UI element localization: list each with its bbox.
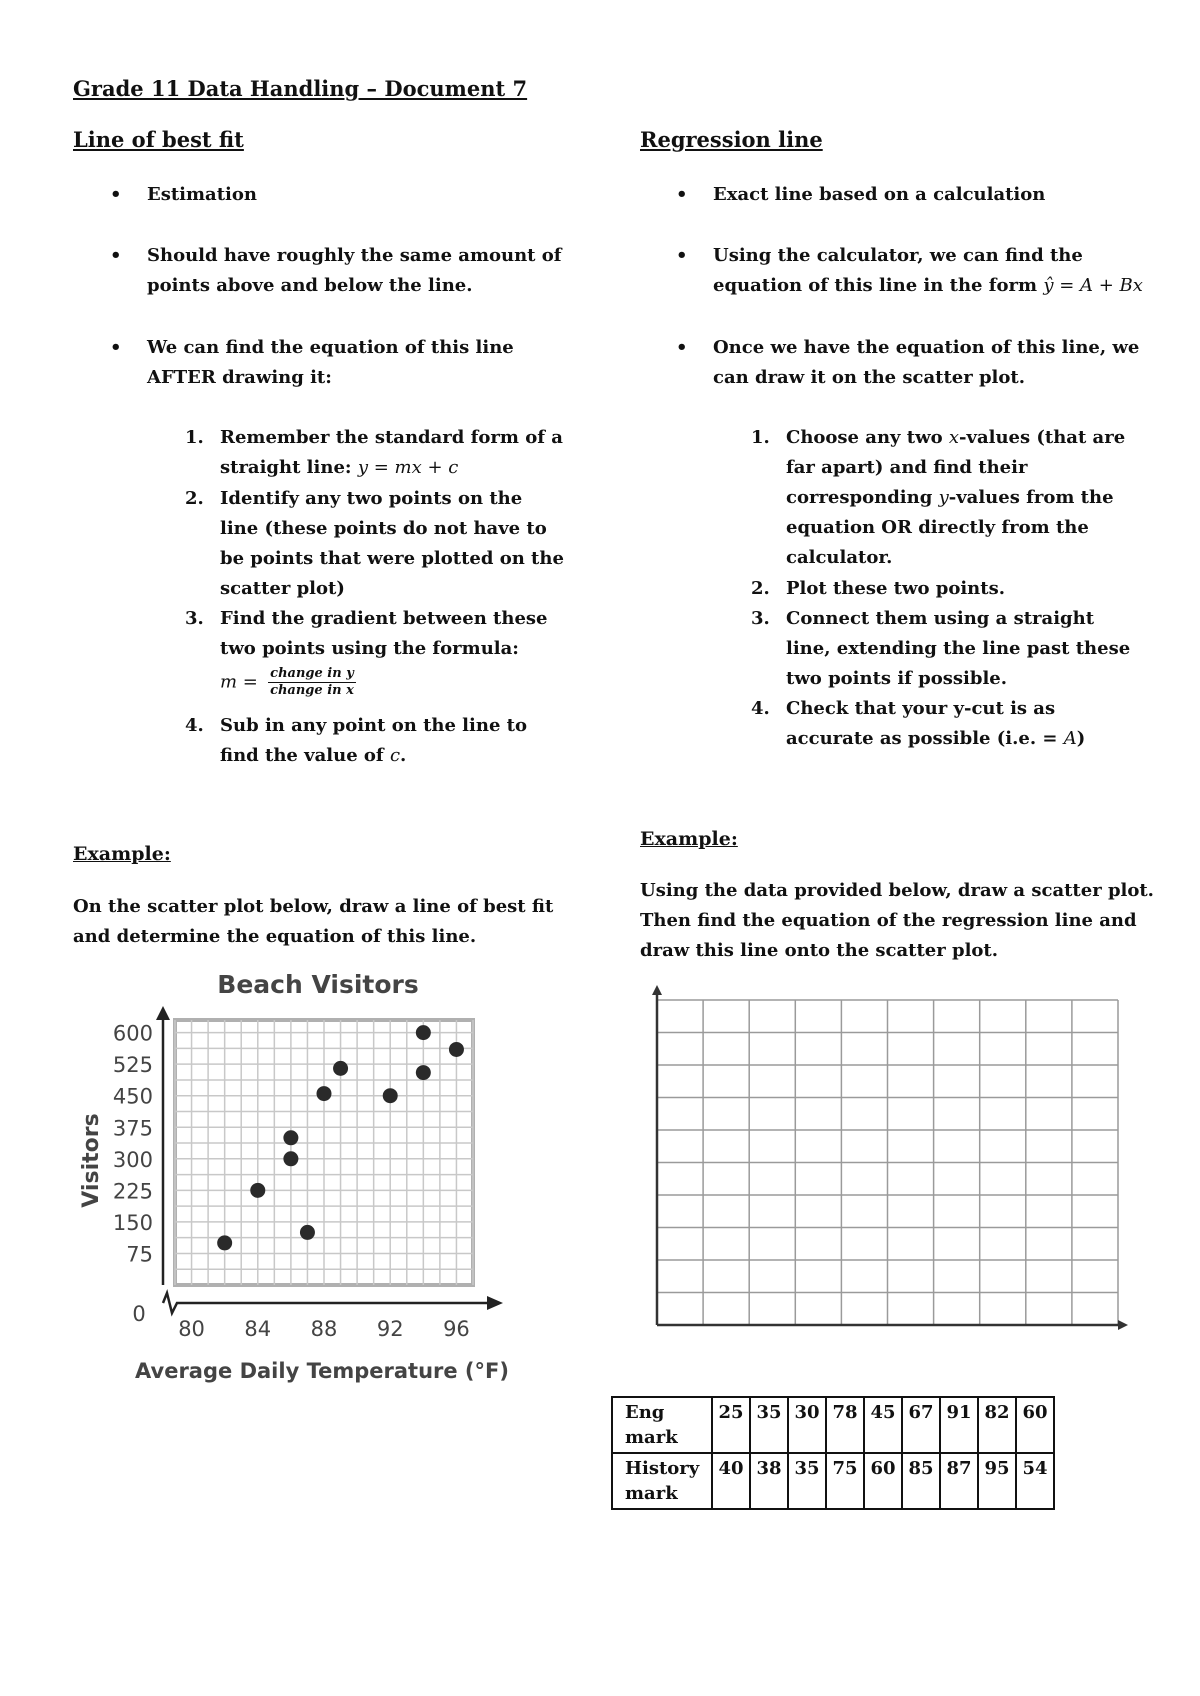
regression-line-heading: Regression line	[640, 127, 823, 152]
numbered-step: 4. Check that your y-cut is as accurate as possible (i.e. = A)	[751, 698, 1086, 749]
data-point	[300, 1225, 315, 1240]
example-heading: Example:	[640, 828, 738, 850]
chart-title: Beach Visitors	[217, 970, 419, 999]
table-cell: 38	[750, 1453, 788, 1509]
table-cell: 35	[788, 1453, 826, 1509]
table-cell: 25	[712, 1397, 750, 1453]
y-tick-label: 225	[112, 1179, 153, 1204]
x-axis-arrow-icon	[1118, 1320, 1128, 1330]
x-axis-arrow-icon	[487, 1296, 503, 1310]
bullet-icon: •	[110, 184, 122, 205]
data-point	[283, 1151, 298, 1166]
list-item: • Using the calculator, we can find the equation of this line in the form ŷ = A + Bx	[713, 241, 1153, 301]
x-axis-label: Average Daily Temperature (°F)	[135, 1359, 509, 1383]
list-item: • Should have roughly the same amount of points above and below the line.	[147, 241, 567, 301]
list-item: • Exact line based on a calculation	[713, 180, 1153, 210]
x-tick-label: 96	[443, 1317, 470, 1341]
x-tick-label: 88	[310, 1317, 338, 1341]
table-cell: 75	[826, 1453, 864, 1509]
row-label: History mark	[612, 1453, 712, 1509]
list-item: • We can find the equation of this line AFTER drawing it:	[147, 333, 567, 393]
y-axis-arrow-icon	[156, 1006, 170, 1020]
table-cell: 82	[978, 1397, 1016, 1453]
table-cell: 60	[1016, 1397, 1054, 1453]
data-point	[416, 1025, 431, 1040]
numbered-step: 2. Plot these two points.	[751, 578, 1005, 599]
table-cell: 35	[750, 1397, 788, 1453]
y-tick-label: 450	[112, 1084, 153, 1109]
table-cell: 30	[788, 1397, 826, 1453]
origin-label: 0	[132, 1302, 146, 1326]
table-cell: 85	[902, 1453, 940, 1509]
numbered-step: 1. Remember the standard form of a straight line: y = mx + c	[185, 427, 563, 478]
y-tick-label: 150	[112, 1210, 153, 1235]
row-label: Eng mark	[612, 1397, 712, 1453]
data-point	[283, 1130, 298, 1145]
numbered-step: 1. Choose any two x-values (that are far apart) and find their corresponding y-values from the equation OR directly from the calculator.	[751, 427, 1126, 568]
bullet-icon: •	[676, 184, 688, 205]
numbered-step: 3. Connect them using a straight line, extending the line past these two points if possible.	[751, 608, 1131, 689]
table-row	[612, 1453, 1054, 1509]
data-point	[333, 1061, 348, 1076]
table-row	[612, 1397, 1054, 1453]
y-tick-label: 600	[112, 1021, 153, 1046]
numbered-step: 3. Find the gradient between these two points using the formula:	[185, 608, 548, 659]
beach-visitors-chart	[70, 965, 510, 1385]
table-cell: 95	[978, 1453, 1016, 1509]
x-tick-label: 84	[244, 1317, 272, 1341]
data-point	[449, 1042, 464, 1057]
y-axis-arrow-icon	[652, 985, 662, 995]
y-tick-label: 300	[112, 1147, 153, 1172]
data-point	[317, 1086, 332, 1101]
data-point	[217, 1235, 232, 1250]
line-of-best-fit-heading: Line of best fit	[73, 127, 244, 152]
list-item: • Once we have the equation of this line, we can draw it on the scatter plot.	[713, 333, 1153, 393]
numbered-step: 4. Sub in any point on the line to find the value of c.	[185, 715, 527, 766]
example-text: Using the data provided below, draw a scatter plot. Then find the equation of the regression line and draw this line onto the scatter plot.	[640, 880, 1154, 961]
page-title: Grade 11 Data Handling – Document 7	[73, 76, 528, 101]
bullet-icon: •	[676, 245, 688, 266]
table-cell: 40	[712, 1453, 750, 1509]
y-axis-label: Visitors	[79, 1113, 104, 1208]
y-tick-label: 375	[112, 1116, 153, 1141]
numbered-step: 2. Identify any two points on the line (these points do not have to be points that were plotted on the scatter plot)	[185, 488, 564, 599]
x-tick-label: 92	[376, 1317, 404, 1341]
gradient-formula: m = $\frac{\text{change in y}}{\text{change in x}}$	[220, 666, 354, 698]
bullet-icon: •	[676, 337, 688, 358]
y-tick-label: 525	[112, 1053, 153, 1078]
x-axis	[163, 1293, 493, 1313]
table-cell: 78	[826, 1397, 864, 1453]
bullet-icon: •	[110, 337, 122, 358]
table-cell: 91	[940, 1397, 978, 1453]
table-cell: 54	[1016, 1453, 1054, 1509]
list-item: • Estimation	[147, 180, 567, 210]
blank-graph-grid[interactable]	[648, 985, 1128, 1340]
blank-grid	[652, 985, 1128, 1330]
x-tick-label: 80	[178, 1317, 205, 1341]
marks-table	[611, 1396, 1055, 1510]
table-cell: 45	[864, 1397, 902, 1453]
example-text: On the scatter plot below, draw a line of best fit and determine the equation of this line.	[73, 896, 554, 947]
data-point	[250, 1183, 265, 1198]
example-heading: Example:	[73, 843, 171, 865]
data-point	[383, 1088, 398, 1103]
y-tick-label: 75	[126, 1242, 153, 1267]
data-point	[416, 1065, 431, 1080]
bullet-icon: •	[110, 245, 122, 266]
table-cell: 87	[940, 1453, 978, 1509]
table-cell: 67	[902, 1397, 940, 1453]
table-cell: 60	[864, 1453, 902, 1509]
